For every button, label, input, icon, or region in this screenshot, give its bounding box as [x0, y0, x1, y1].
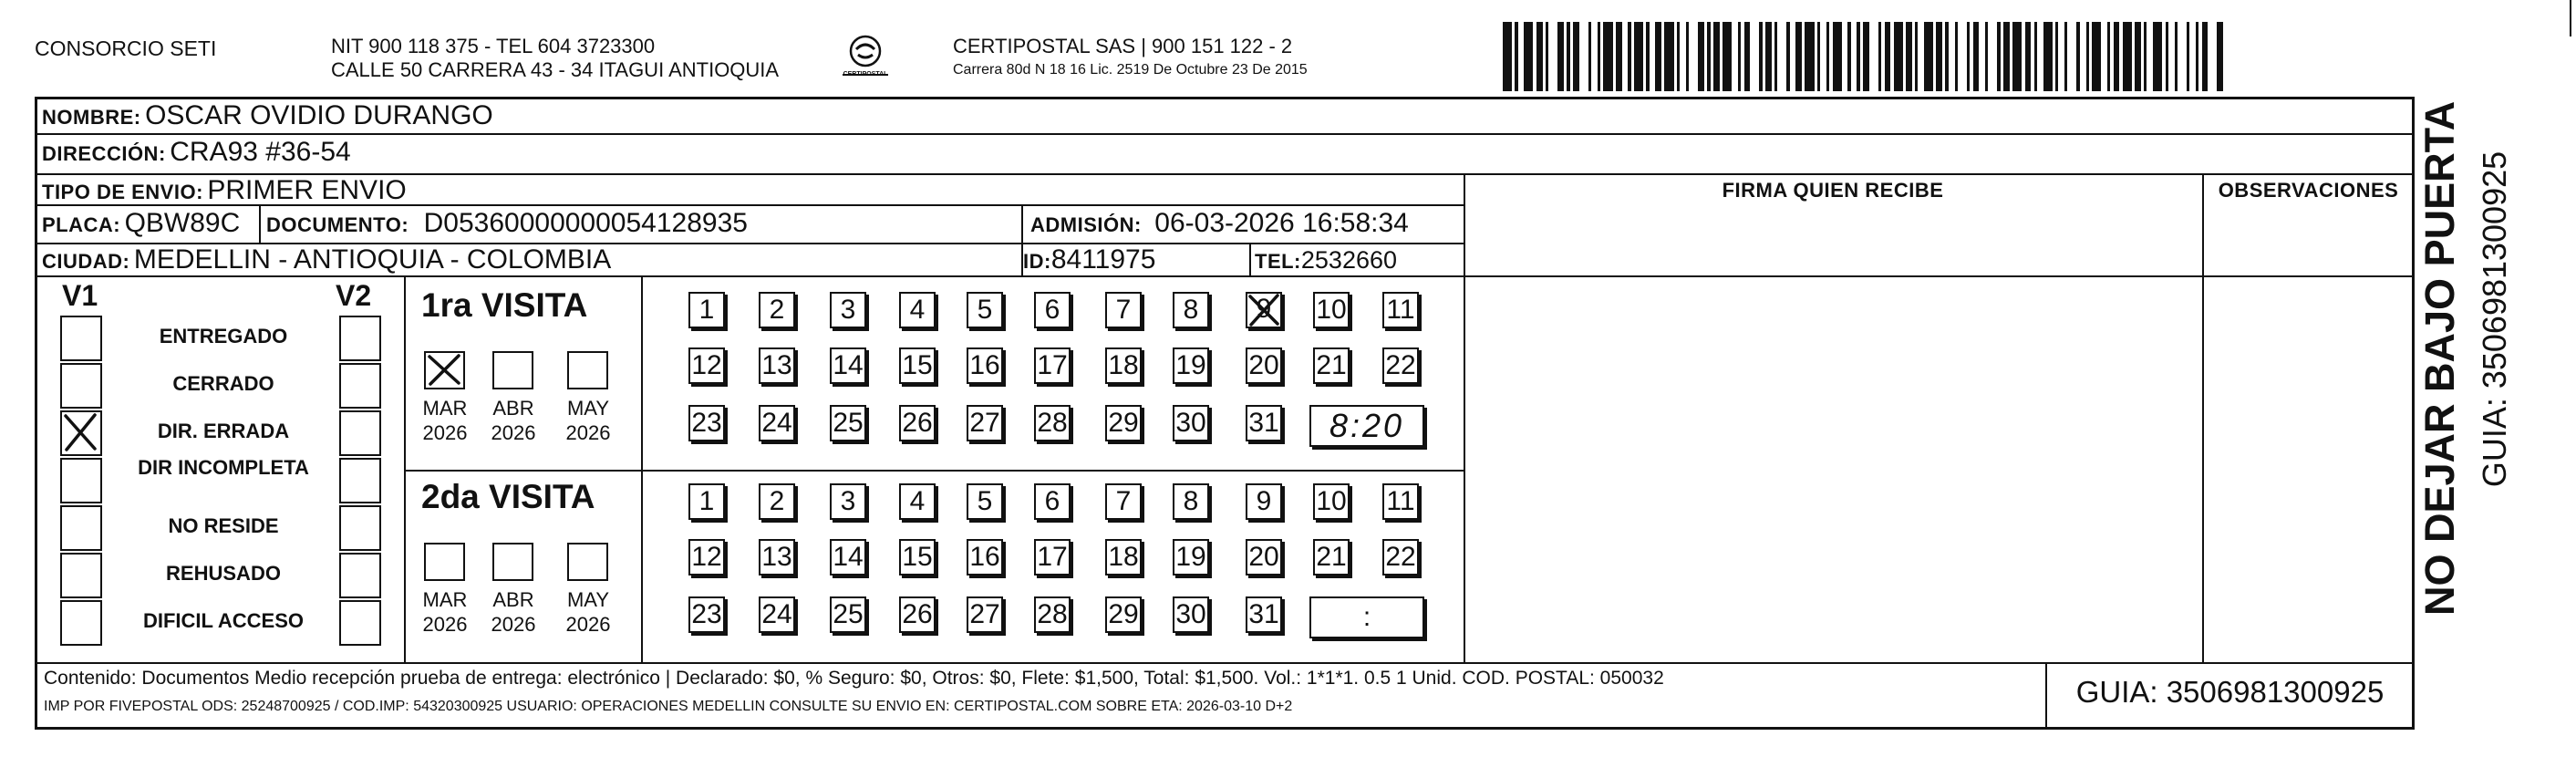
- placa-label: PLACA:: [42, 213, 121, 236]
- day-box[interactable]: 27: [967, 596, 1003, 633]
- status-label: NO RESIDE: [168, 514, 279, 537]
- barcode-bar: [1650, 22, 1656, 91]
- day-box[interactable]: 25: [830, 596, 866, 633]
- barcode-bar: [1616, 22, 1622, 91]
- v1-checkbox[interactable]: [60, 316, 102, 361]
- barcode-bar: [1732, 22, 1738, 91]
- barcode-bar: [1851, 22, 1857, 91]
- day-box[interactable]: 11: [1382, 483, 1419, 520]
- barcode-bar: [2217, 22, 2223, 91]
- month-year: 2026: [422, 421, 468, 444]
- ciudad-value: MEDELLIN - ANTIOQUIA - COLOMBIA: [133, 244, 612, 275]
- v1-checkbox[interactable]: [60, 600, 102, 646]
- day-box[interactable]: 14: [830, 539, 866, 576]
- barcode-bar: [2025, 22, 2032, 91]
- v2-checkbox[interactable]: [339, 410, 381, 456]
- month-year: 2026: [565, 613, 611, 636]
- tipo-value: PRIMER ENVIO: [207, 175, 407, 205]
- v2-checkbox[interactable]: [339, 505, 381, 551]
- day-box[interactable]: 16: [967, 539, 1003, 576]
- barcode-bar: [1918, 22, 1924, 91]
- barcode: [1503, 22, 2228, 91]
- barcode-bar: [2043, 22, 2053, 91]
- barcode-bar: [1557, 22, 1564, 91]
- barcode-bar: [1765, 22, 1772, 91]
- nombre-value: OSCAR OVIDIO DURANGO: [145, 100, 493, 130]
- month-name: MAY: [566, 397, 610, 420]
- v2-checkbox[interactable]: [339, 553, 381, 598]
- day-box[interactable]: 21: [1313, 539, 1350, 576]
- barcode-bar: [1680, 22, 1686, 91]
- barcode-bar: [1655, 22, 1661, 91]
- barcode-bar: [1591, 22, 1598, 91]
- tipo-label: TIPO DE ENVIO:: [42, 181, 203, 203]
- barcode-bar: [2092, 22, 2101, 91]
- month-name: MAR: [422, 588, 468, 611]
- barcode-bar: [1863, 22, 1869, 91]
- month-label: [481, 587, 545, 637]
- check-x-icon: [426, 353, 462, 387]
- day-box[interactable]: 19: [1173, 539, 1209, 576]
- month-checkbox[interactable]: [567, 351, 608, 389]
- logo-text: CERTIPOSTAL: [843, 71, 888, 78]
- barcode-bar: [1744, 22, 1751, 91]
- direccion-value: CRA93 #36-54: [170, 137, 351, 167]
- barcode-bar: [1894, 22, 1903, 91]
- side-notice-text: NO DEJAR BAJO PUERTA: [2416, 100, 2463, 616]
- day-box[interactable]: 15: [899, 539, 936, 576]
- barcode-bar: [2223, 22, 2226, 91]
- v1-checkbox[interactable]: [60, 553, 102, 598]
- v2-checkbox[interactable]: [339, 458, 381, 503]
- barcode-bar: [2208, 22, 2217, 91]
- month-label: [556, 396, 620, 445]
- day-box[interactable]: 7: [1105, 292, 1142, 328]
- barcode-bar: [1988, 22, 1997, 91]
- v2-checkbox[interactable]: [339, 316, 381, 361]
- footer-guia: GUIA: 3506981300925: [2075, 675, 2385, 709]
- day-box[interactable]: 4: [899, 483, 936, 520]
- barcode-bar: [1579, 22, 1588, 91]
- day-box[interactable]: 24: [759, 596, 795, 633]
- day-box[interactable]: 6: [1034, 483, 1071, 520]
- admision-cell: [1030, 208, 1409, 239]
- day-box[interactable]: 5: [967, 483, 1003, 520]
- day-box[interactable]: 23: [688, 596, 725, 633]
- barcode-bar: [2037, 22, 2043, 91]
- day-box[interactable]: 2: [759, 483, 795, 520]
- day-box[interactable]: 31: [1246, 405, 1282, 441]
- documento-value: D05360000000054128935: [423, 208, 748, 238]
- month-label: [481, 396, 545, 445]
- barcode-bar: [1979, 22, 1985, 91]
- month-year: 2026: [491, 421, 536, 444]
- barcode-bar: [2153, 22, 2162, 91]
- day-box[interactable]: 13: [759, 347, 795, 384]
- check-x-icon: [62, 412, 98, 452]
- month-checkbox[interactable]: [492, 543, 533, 581]
- status-label: DIR. ERRADA: [157, 420, 290, 442]
- documento-label: DOCUMENTO:: [266, 213, 409, 236]
- day-box[interactable]: 22: [1382, 539, 1419, 576]
- day-box[interactable]: 15: [899, 347, 936, 384]
- check-x-icon: [1247, 293, 1281, 327]
- barcode-bar: [2147, 22, 2153, 91]
- barcode-bar: [1973, 22, 1980, 91]
- day-box[interactable]: 7: [1105, 483, 1142, 520]
- barcode-bar: [1573, 22, 1579, 91]
- admision-label: ADMISIÓN:: [1030, 213, 1142, 236]
- tel-label: TEL:: [1255, 250, 1301, 273]
- direccion-row: [42, 137, 351, 168]
- day-box[interactable]: 19: [1173, 347, 1209, 384]
- month-year: 2026: [491, 613, 536, 636]
- day-box[interactable]: 25: [830, 405, 866, 441]
- day-box[interactable]: 8: [1173, 483, 1209, 520]
- month-year: 2026: [565, 421, 611, 444]
- barcode-bar: [1869, 22, 1878, 91]
- placa-value: QBW89C: [124, 208, 241, 238]
- barcode-bar: [2135, 22, 2141, 91]
- barcode-bar: [1924, 22, 1933, 91]
- day-box[interactable]: 18: [1105, 347, 1142, 384]
- day-box[interactable]: [1246, 292, 1282, 328]
- day-box[interactable]: 10: [1313, 483, 1350, 520]
- day-box[interactable]: 17: [1034, 347, 1071, 384]
- ciudad-cell: [42, 244, 611, 275]
- nombre-row: [42, 100, 493, 131]
- v1-checkbox[interactable]: [60, 505, 102, 551]
- day-box[interactable]: 1: [688, 483, 725, 520]
- tel-cell: [1255, 246, 1397, 275]
- barcode-bar: [1805, 22, 1814, 91]
- imp-text: IMP POR FIVEPOSTAL ODS: 25248700925 / COD.IMP: 54320300925 USUARIO: OPERACIONES MEDELLIN CONSULTE SU ENVIO EN: CERTIPOSTAL.COM SOBRE ETA: 2026-03-10 D+2: [44, 699, 1293, 714]
- barcode-bar: [1518, 22, 1525, 91]
- status-label: ENTREGADO: [159, 325, 288, 347]
- day-number: 9: [1256, 294, 1272, 324]
- v1-checkbox[interactable]: [60, 458, 102, 503]
- barcode-bar: [1713, 22, 1720, 91]
- v1-header: V1: [62, 279, 98, 312]
- day-box[interactable]: 28: [1034, 405, 1071, 441]
- barcode-bar: [2178, 22, 2187, 91]
- barcode-bar: [1524, 22, 1533, 91]
- day-box[interactable]: 29: [1105, 405, 1142, 441]
- id-cell: [1023, 244, 1155, 275]
- barcode-bar: [1820, 22, 1826, 91]
- day-box[interactable]: 10: [1313, 292, 1350, 328]
- status-label: DIFICIL ACCESO: [142, 609, 304, 632]
- barcode-bar: [2012, 22, 2022, 91]
- month-name: MAY: [566, 588, 610, 611]
- day-box[interactable]: 27: [967, 405, 1003, 441]
- day-box[interactable]: 26: [899, 596, 936, 633]
- day-box[interactable]: 26: [899, 405, 936, 441]
- month-checkbox[interactable]: [424, 543, 465, 581]
- day-box[interactable]: 3: [830, 483, 866, 520]
- barcode-bar: [1777, 22, 1786, 91]
- v1-checkbox[interactable]: [60, 410, 102, 456]
- barcode-bar: [2058, 22, 2064, 91]
- barcode-bar: [1622, 22, 1629, 91]
- barcode-bar: [1603, 22, 1612, 91]
- barcode-bar: [1634, 22, 1643, 91]
- side-guia: [2476, 91, 2512, 547]
- barcode-bar: [1698, 22, 1704, 91]
- barcode-bar: [1790, 22, 1796, 91]
- day-box[interactable]: 21: [1313, 347, 1350, 384]
- barcode-bar: [1750, 22, 1759, 91]
- month-name: MAR: [422, 397, 468, 420]
- visit1-title: 1ra VISITA: [421, 286, 588, 324]
- tipo-row: [42, 175, 407, 206]
- day-box[interactable]: 1: [688, 292, 725, 328]
- day-box[interactable]: 16: [967, 347, 1003, 384]
- barcode-bar: [1958, 22, 1967, 91]
- barcode-bar: [1949, 22, 1955, 91]
- barcode-bar: [1795, 22, 1802, 91]
- time-box[interactable]: 8:20: [1309, 405, 1424, 447]
- day-box[interactable]: 2: [759, 292, 795, 328]
- contenido-text: Contenido: Documentos Medio recepción prueba de entrega: electrónico | Declarado: $0, % Seguro: $0, Otros: $0, Flete: $1,500, Total: $1,500. Vol.: 1*1*1. 0.5 1 Unid. COD. POSTAL: 050032: [44, 668, 1664, 689]
- barcode-bar: [2067, 22, 2076, 91]
- side-guia-text: GUIA: 3506981300925: [2476, 150, 2513, 488]
- day-box[interactable]: 11: [1382, 292, 1419, 328]
- v1-checkbox[interactable]: [60, 363, 102, 409]
- tel-value: 2532660: [1300, 246, 1398, 274]
- day-box[interactable]: 6: [1034, 292, 1071, 328]
- certipostal-logo: [837, 31, 894, 88]
- barcode-bar: [1689, 22, 1698, 91]
- barcode-bar: [1842, 22, 1848, 91]
- side-notice: [2416, 100, 2471, 616]
- day-box[interactable]: 23: [688, 405, 725, 441]
- barcode-bar: [2123, 22, 2132, 91]
- day-box[interactable]: 8: [1173, 292, 1209, 328]
- barcode-bar: [1833, 22, 1842, 91]
- barcode-bar: [1885, 22, 1891, 91]
- visit2-title: 2da VISITA: [421, 478, 595, 515]
- nit-line: NIT 900 118 375 - TEL 604 3723300: [331, 35, 656, 57]
- barcode-bar: [2168, 22, 2175, 91]
- barcode-bar: [1936, 22, 1942, 91]
- day-box[interactable]: 9: [1246, 483, 1282, 520]
- month-checkbox[interactable]: [424, 351, 465, 389]
- barcode-bar: [1723, 22, 1732, 91]
- v2-header: V2: [336, 279, 372, 312]
- day-box[interactable]: 29: [1105, 596, 1142, 633]
- observaciones-header: OBSERVACIONES: [2218, 179, 2399, 202]
- v2-checkbox[interactable]: [339, 600, 381, 646]
- barcode-bar: [1548, 22, 1557, 91]
- barcode-bar: [2114, 22, 2120, 91]
- day-box[interactable]: 5: [967, 292, 1003, 328]
- certipostal-line: CERTIPOSTAL SAS | 900 151 122 - 2: [953, 35, 1293, 57]
- address-line: CALLE 50 CARRERA 43 - 34 ITAGUI ANTIOQUIA: [331, 58, 780, 81]
- day-box[interactable]: 20: [1246, 347, 1282, 384]
- day-box[interactable]: 24: [759, 405, 795, 441]
- id-value: 8411975: [1050, 244, 1156, 275]
- month-checkbox[interactable]: [567, 543, 608, 581]
- month-checkbox[interactable]: [492, 351, 533, 389]
- day-box[interactable]: 30: [1173, 405, 1209, 441]
- status-label: REHUSADO: [166, 562, 281, 585]
- barcode-bar: [2101, 22, 2107, 91]
- admision-value: 06-03-2026 16:58:34: [1154, 208, 1409, 238]
- documento-cell: [266, 208, 748, 239]
- barcode-bar: [1664, 22, 1673, 91]
- barcode-bar: [1906, 22, 1912, 91]
- barcode-bar: [2080, 22, 2086, 91]
- day-box[interactable]: 30: [1173, 596, 1209, 633]
- month-label: [413, 396, 477, 445]
- ciudad-label: CIUDAD:: [42, 250, 130, 273]
- month-label: [413, 587, 477, 637]
- firma-header: FIRMA QUIEN RECIBE: [1722, 179, 1944, 202]
- day-box[interactable]: 18: [1105, 539, 1142, 576]
- day-box[interactable]: 20: [1246, 539, 1282, 576]
- month-name: ABR: [492, 397, 534, 420]
- nombre-label: NOMBRE:: [42, 106, 141, 129]
- day-box[interactable]: 3: [830, 292, 866, 328]
- placa-cell: [42, 208, 240, 239]
- barcode-bar: [1536, 22, 1543, 91]
- day-box[interactable]: 14: [830, 347, 866, 384]
- day-box[interactable]: 4: [899, 292, 936, 328]
- day-box[interactable]: 13: [759, 539, 795, 576]
- month-year: 2026: [422, 613, 468, 636]
- day-box[interactable]: 12: [688, 347, 725, 384]
- month-label: [556, 587, 620, 637]
- day-box[interactable]: 12: [688, 539, 725, 576]
- barcode-bar: [2003, 22, 2010, 91]
- license-line: Carrera 80d N 18 16 Lic. 2519 De Octubre 23 De 2015: [953, 62, 1308, 78]
- status-label: DIR INCOMPLETA: [138, 456, 309, 479]
- day-box[interactable]: 31: [1246, 596, 1282, 633]
- company-name: CONSORCIO SETI: [35, 36, 217, 60]
- barcode-bar: [2202, 22, 2209, 91]
- month-name: ABR: [492, 588, 534, 611]
- v2-checkbox[interactable]: [339, 363, 381, 409]
- day-box[interactable]: 28: [1034, 596, 1071, 633]
- barcode-bar: [2189, 22, 2196, 91]
- time-box[interactable]: :: [1309, 596, 1424, 638]
- day-box[interactable]: 22: [1382, 347, 1419, 384]
- status-label: CERRADO: [172, 372, 274, 395]
- direccion-label: DIRECCIÓN:: [42, 142, 166, 165]
- day-box[interactable]: 17: [1034, 539, 1071, 576]
- barcode-bar: [1503, 22, 1512, 91]
- id-label: ID:: [1023, 250, 1051, 273]
